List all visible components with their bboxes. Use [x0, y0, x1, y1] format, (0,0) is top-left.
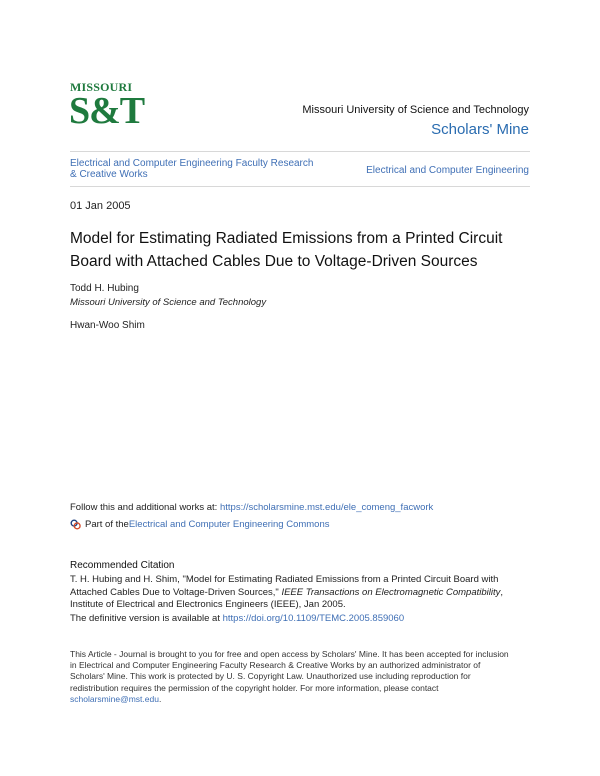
logo-top-text: MISSOURI — [70, 80, 133, 94]
doi-line — [70, 613, 404, 624]
access-notice — [70, 649, 515, 705]
logo-main-text: S&T — [69, 90, 145, 132]
doi-link[interactable]: https://doi.org/10.1109/TEMC.2005.859060 — [222, 613, 405, 624]
divider-bottom — [70, 186, 530, 187]
citation-text-before: T. H. Hubing and H. Shim, "Model for Estimating Radiated Emissions from a Printed Circuit Board with Attached Cables Due to Voltage-Driven Sources," — [70, 574, 499, 598]
university-name: Missouri University of Science and Technology — [302, 104, 529, 116]
follow-prefix: Follow this and additional works at: — [70, 502, 220, 513]
citation-journal: IEEE Transactions on Electromagnetic Compatibility — [281, 586, 501, 598]
commons-icon — [70, 519, 81, 530]
citation-text-after: , Institute of Electrical and Electronics Engineers (IEEE), Jan 2005. — [70, 586, 504, 610]
publication-date: 01 Jan 2005 — [70, 200, 131, 212]
recommended-citation-heading: Recommended Citation — [70, 560, 175, 571]
follow-line — [70, 502, 433, 513]
notice-end: . — [158, 693, 162, 704]
department-link[interactable]: Electrical and Computer Engineering — [366, 165, 529, 176]
commons-link[interactable]: Electrical and Computer Engineering Commons — [128, 519, 330, 530]
notice-text: This Article - Journal is brought to you for free and open access by Scholars' Mine. It has been accepted for inclusion in Electrical and Computer Engineering Faculty Research & Creative Works by an authorized administrator of Scholars' Mine. This work is protected by U. S. Copyright Law. Unauthorized use including reproduction for redistribution requires the permission of the copyright holder. For more information, please contact — [70, 649, 509, 693]
divider-top — [70, 151, 530, 152]
part-of-prefix: Part of the — [85, 519, 129, 530]
author-name: Hwan-Woo Shim — [70, 320, 145, 331]
author-name: Todd H. Hubing — [70, 283, 139, 294]
author-affiliation: Missouri University of Science and Technology — [70, 297, 267, 308]
repository-name-link[interactable]: Scholars' Mine — [431, 121, 529, 138]
citation-text — [70, 574, 532, 612]
follow-link[interactable]: https://scholarsmine.mst.edu/ele_comeng_facwork — [219, 502, 434, 513]
article-title: Model for Estimating Radiated Emissions from a Printed Circuit Board with Attached Cables Due to Voltage-Driven Sources — [70, 230, 503, 270]
missouri-st-logo — [69, 80, 145, 139]
doi-prefix: The definitive version is available at — [70, 613, 223, 624]
contact-email-link[interactable]: scholarsmine@mst.edu — [70, 693, 159, 704]
collection-link[interactable]: Electrical and Computer Engineering Faculty Research & Creative Works — [70, 158, 314, 180]
part-of-line — [70, 519, 330, 530]
